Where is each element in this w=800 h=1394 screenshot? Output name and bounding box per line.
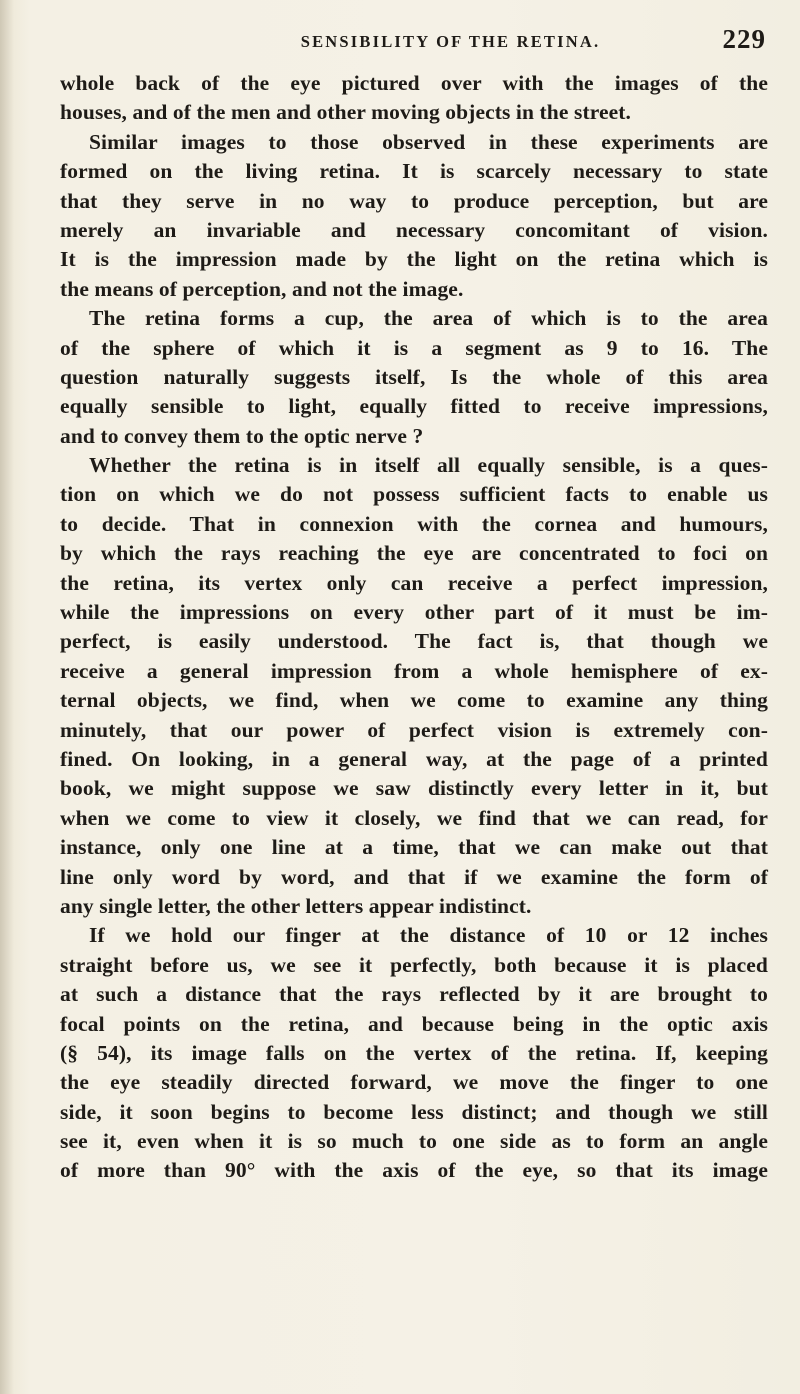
text-line: receive a general impression from a whole hemisphere of ex- [60, 658, 768, 683]
text-line: minutely, that our power of perfect vision is extremely con- [60, 717, 768, 742]
text-line: formed on the living retina. It is scarcely necessary to state [60, 159, 768, 184]
text-line: It is the impression made by the light on the retina which is [60, 247, 768, 272]
text-line: and to convey them to the optic nerve ? [60, 423, 424, 448]
text-line: of more than 90° with the axis of the eye, so that its image [60, 1158, 768, 1183]
text-line: ternal objects, we find, when we come to examine any thing [60, 688, 768, 713]
text-line: side, it soon begins to become less distinct; and though we still [60, 1099, 768, 1124]
text-line: focal points on the retina, and because being in the optic axis [60, 1011, 768, 1036]
text-line: perfect, is easily understood. The fact is, that though we [60, 629, 768, 654]
text-line: to decide. That in connexion with the cornea and humours, [60, 511, 768, 536]
text-line: by which the rays reaching the eye are concentrated to foci on [60, 541, 768, 566]
text-line: book, we might suppose we saw distinctly every letter in it, but [60, 776, 768, 801]
text-line: the means of perception, and not the image. [60, 276, 464, 301]
page-header [60, 22, 766, 56]
text-line: line only word by word, and that if we examine the form of [60, 864, 768, 889]
text-line: the eye steadily directed forward, we move the finger to one [60, 1070, 768, 1095]
text-line: whole back of the eye pictured over with the images of the [60, 71, 768, 95]
text-line: Whether the retina is in itself all equally sensible, is a ques- [89, 453, 768, 478]
text-line: The retina forms a cup, the area of which is to the area [89, 306, 768, 331]
text-line: the retina, its vertex only can receive a perfect impression, [60, 570, 768, 595]
text-line: question naturally suggests itself, Is the whole of this area [60, 364, 768, 389]
text-line: Similar images to those observed in these experiments are [89, 129, 768, 154]
spine-shadow [0, 0, 14, 1394]
text-line: merely an invariable and necessary concomitant of vision. [60, 217, 768, 242]
text-line: instance, only one line at a time, that we can make out that [60, 835, 768, 860]
text-line: If we hold our finger at the distance of 10 or 12 inches [89, 923, 768, 948]
text-line: see it, even when it is so much to one side as to form an angle [60, 1129, 768, 1154]
running-head: SENSIBILITY OF THE RETINA. [300, 32, 601, 51]
text-line: fined. On looking, in a general way, at the page of a printed [60, 746, 768, 771]
text-line: while the impressions on every other part of it must be im- [60, 600, 768, 625]
page-number: 229 [722, 24, 766, 54]
text-line: that they serve in no way to produce perception, but are [60, 188, 768, 213]
text-line: tion on which we do not possess sufficient facts to enable us [60, 482, 768, 507]
text-line: (§ 54), its image falls on the vertex of the retina. If, keeping [60, 1040, 768, 1065]
text-line: any single letter, the other letters appear indistinct. [60, 893, 532, 918]
text-line: equally sensible to light, equally fitted to receive impressions, [60, 394, 768, 419]
text-line: straight before us, we see it perfectly, both because it is placed [60, 952, 768, 977]
text-line: at such a distance that the rays reflected by it are brought to [60, 982, 768, 1007]
text-line: when we come to view it closely, we find that we can read, for [60, 805, 768, 830]
text-line: houses, and of the men and other moving objects in the street. [60, 100, 631, 125]
body-text [60, 69, 768, 1186]
text-line: of the sphere of which it is a segment as 9 to 16. The [60, 335, 768, 360]
